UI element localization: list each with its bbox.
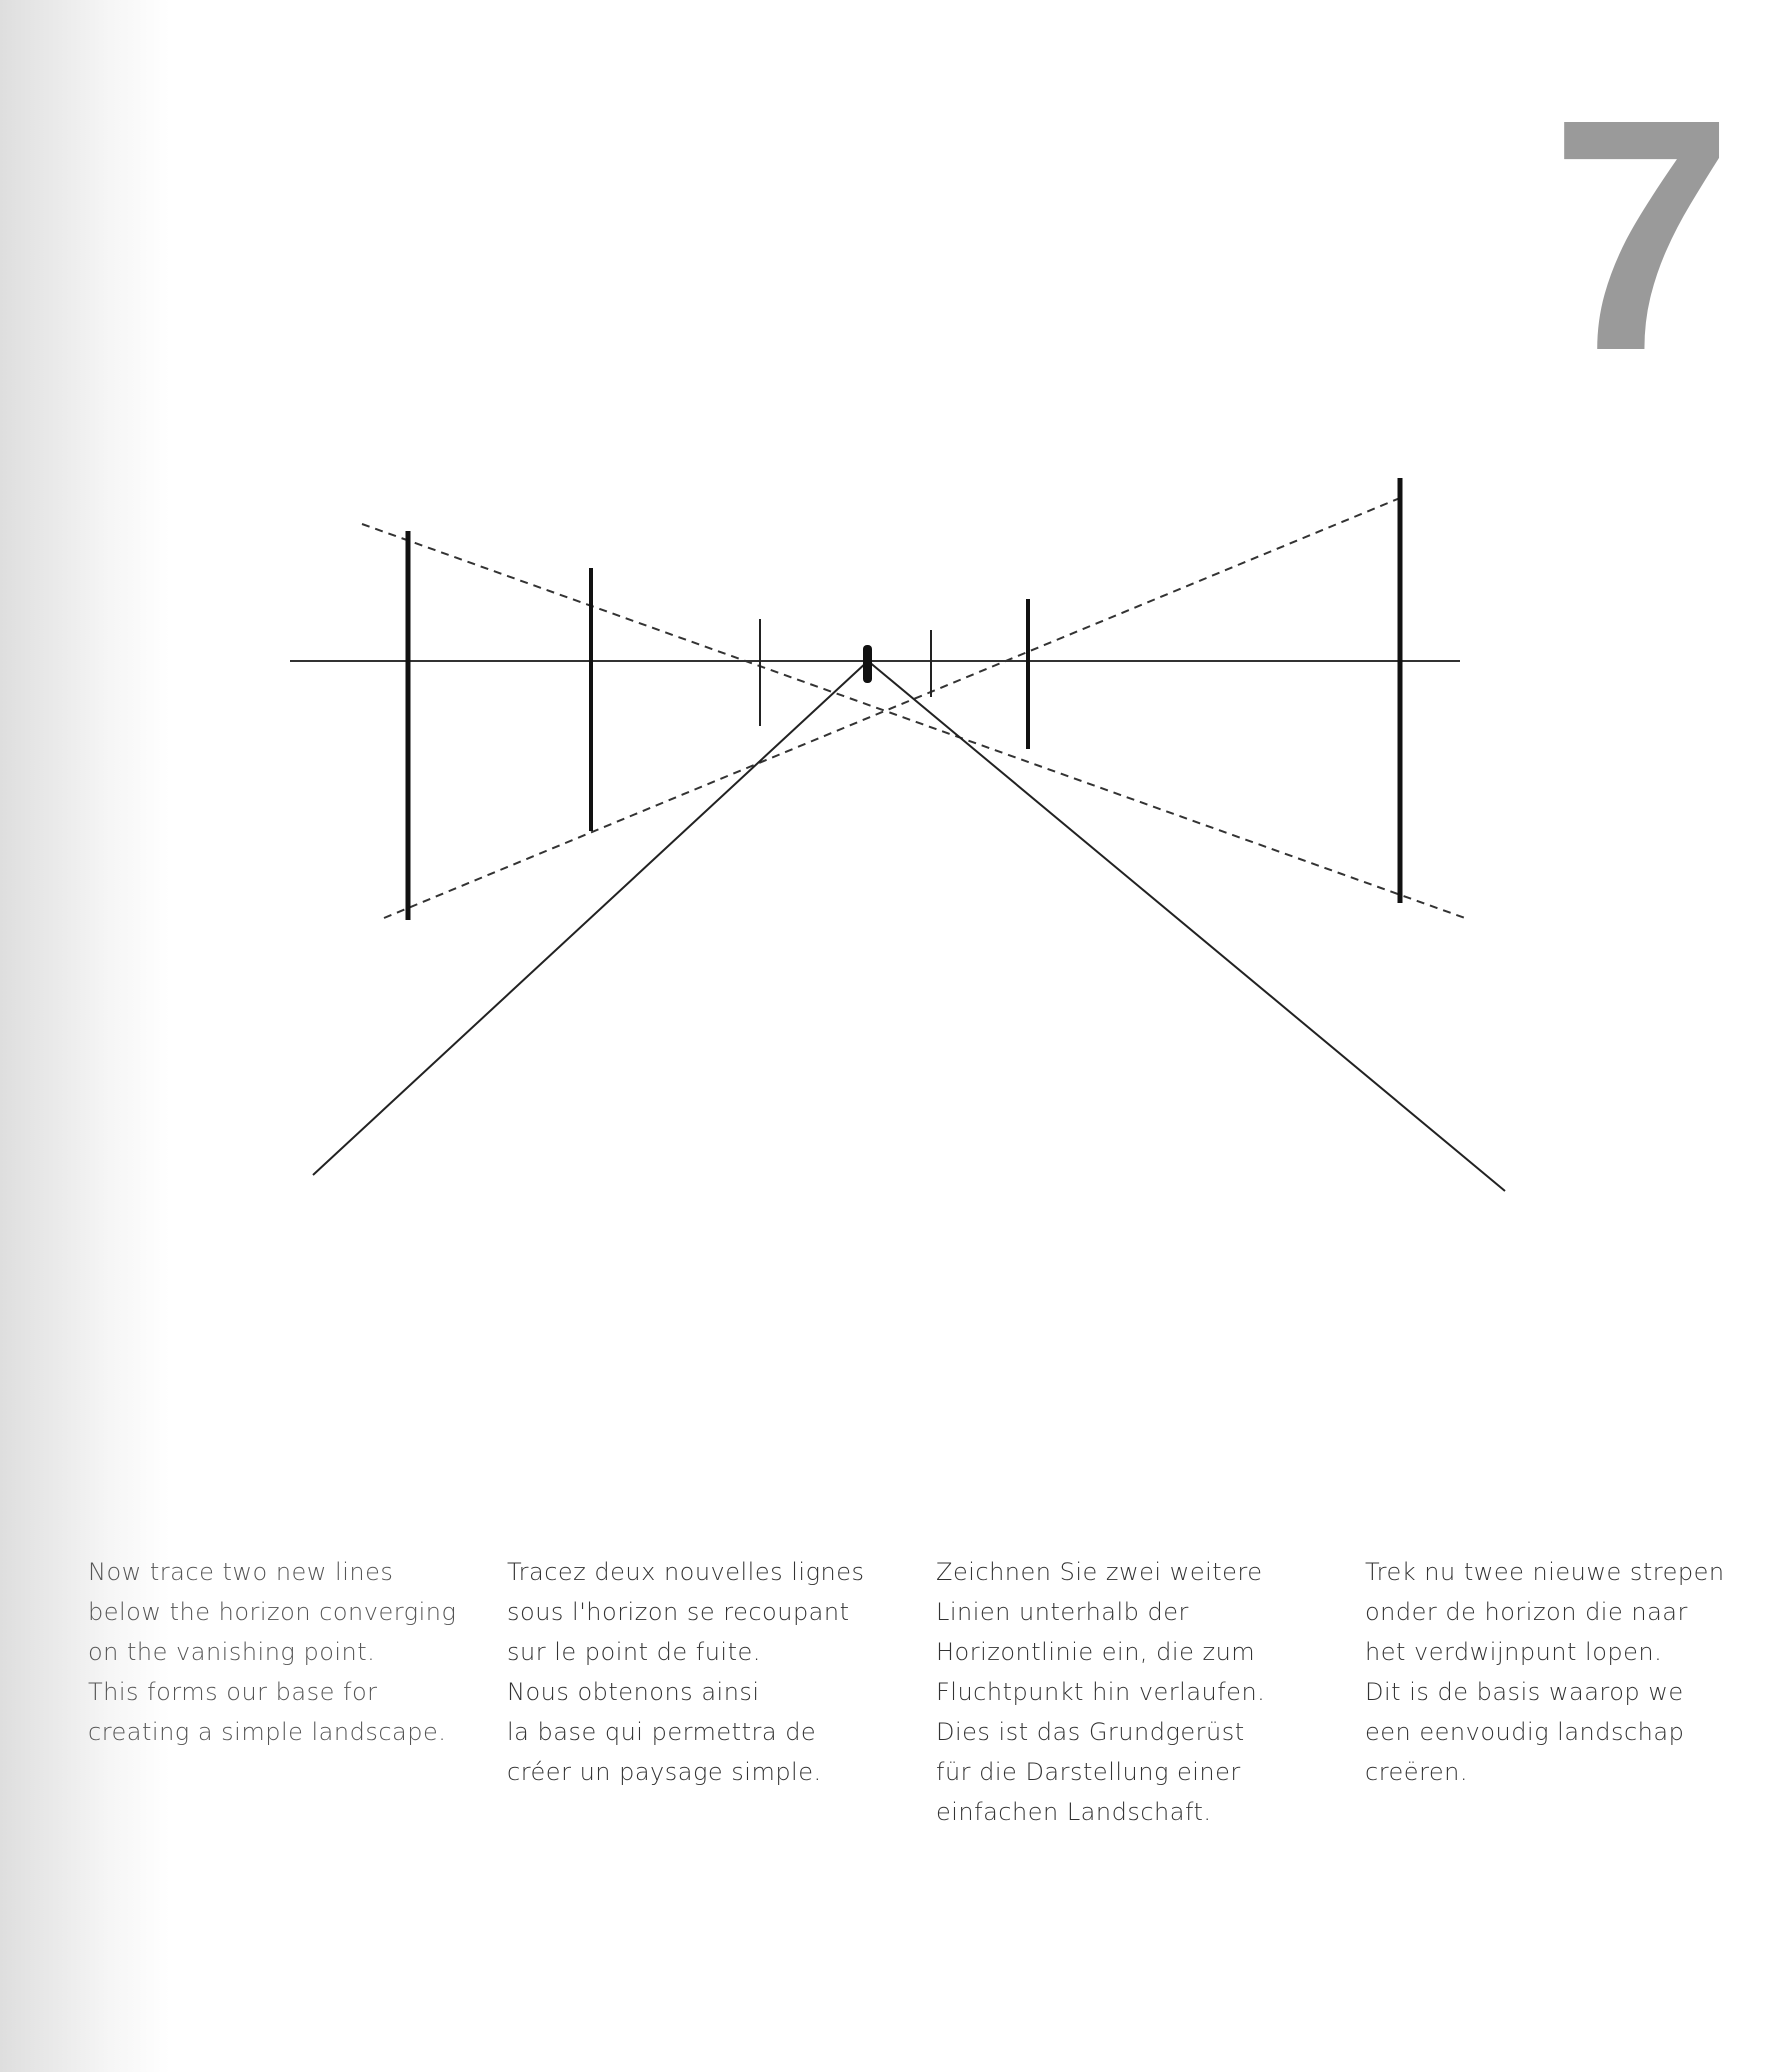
text-line: creating a simple landscape. bbox=[88, 1718, 447, 1746]
text-line: Dit is de basis waarop we bbox=[1365, 1678, 1684, 1706]
instructions-german bbox=[936, 1552, 1265, 1832]
text-line: een eenvoudig landschap bbox=[1365, 1718, 1685, 1746]
text-line: Now trace two new lines bbox=[88, 1558, 394, 1586]
text-line: sous l'horizon se recoupant bbox=[507, 1598, 850, 1626]
text-line: on the vanishing point. bbox=[88, 1638, 376, 1666]
text-line: Linien unterhalb der bbox=[936, 1598, 1189, 1626]
guide-dashed-lower-left bbox=[384, 498, 1400, 918]
text-line: onder de horizon die naar bbox=[1365, 1598, 1688, 1626]
instructions-dutch bbox=[1365, 1552, 1725, 1792]
text-line: het verdwijnpunt lopen. bbox=[1365, 1638, 1663, 1666]
text-line: Tracez deux nouvelles lignes bbox=[507, 1558, 865, 1586]
text-line: für die Darstellung einer bbox=[936, 1758, 1241, 1786]
text-line: This forms our base for bbox=[88, 1678, 378, 1706]
ground-line-right bbox=[868, 661, 1505, 1191]
text-line: Trek nu twee nieuwe strepen bbox=[1365, 1558, 1725, 1586]
text-line: Nous obtenons ainsi bbox=[507, 1678, 760, 1706]
text-line: créer un paysage simple. bbox=[507, 1758, 822, 1786]
text-line: einfachen Landschaft. bbox=[936, 1798, 1212, 1826]
instructions-french bbox=[507, 1552, 864, 1792]
text-line: la base qui permettra de bbox=[507, 1718, 817, 1746]
instructions-english bbox=[88, 1552, 456, 1752]
text-line: below the horizon converging bbox=[88, 1598, 457, 1626]
vanishing-point bbox=[863, 645, 872, 683]
step-number: 7 bbox=[1550, 50, 1734, 419]
text-line: Horizontlinie ein, die zum bbox=[936, 1638, 1256, 1666]
text-line: Fluchtpunkt hin verlaufen. bbox=[936, 1678, 1266, 1706]
text-line: Dies ist das Grundgerüst bbox=[936, 1718, 1245, 1746]
text-line: sur le point de fuite. bbox=[507, 1638, 761, 1666]
text-line: creëren. bbox=[1365, 1758, 1469, 1786]
text-line: Zeichnen Sie zwei weitere bbox=[936, 1558, 1263, 1586]
